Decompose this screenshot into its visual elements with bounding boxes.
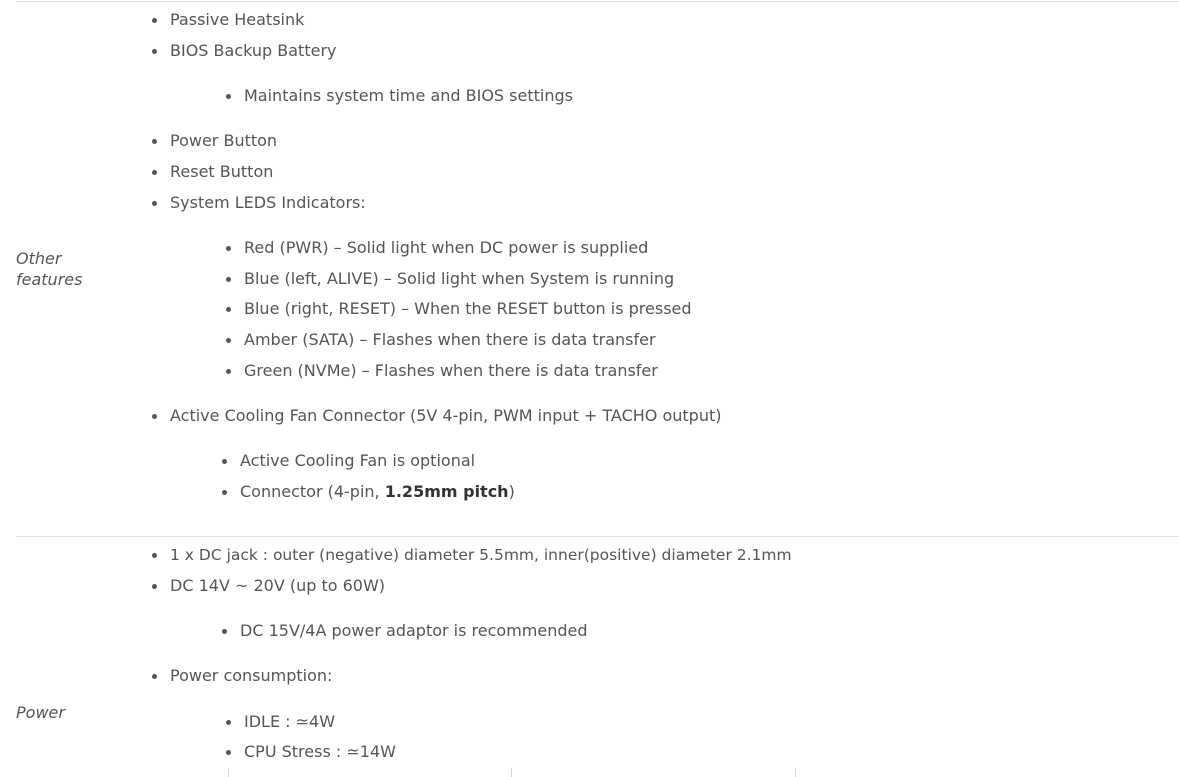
list-item: Red (PWR) – Solid light when DC power is supplied <box>244 238 649 257</box>
bullet <box>222 490 227 495</box>
row-label-power: Power <box>16 703 65 722</box>
bullet <box>226 246 231 251</box>
list-item: DC 14V ~ 20V (up to 60W) <box>170 576 386 595</box>
list-item: System LEDS Indicators: <box>170 193 366 212</box>
bullet <box>152 674 157 679</box>
list-item: Power consumption: <box>170 666 333 685</box>
list-item: Blue (right, RESET) – When the RESET button is pressed <box>244 299 692 318</box>
bullet <box>226 307 231 312</box>
list-item: Passive Heatsink <box>170 10 305 29</box>
bullet <box>222 459 227 464</box>
bullet <box>152 139 157 144</box>
table-column-divider <box>228 768 229 777</box>
bullet <box>226 750 231 755</box>
row-label-other-features <box>16 248 82 290</box>
list-item: Active Cooling Fan is optional <box>240 451 476 470</box>
connector-pitch: 1.25mm pitch <box>384 482 509 501</box>
list-item: IDLE : ≃4W <box>244 712 336 731</box>
list-item: Active Cooling Fan Connector (5V 4-pin, PWM input + TACHO output) <box>170 406 722 425</box>
bullet <box>152 201 157 206</box>
bullet <box>226 720 231 725</box>
row-label-line: Other <box>16 249 62 268</box>
connector-prefix: Connector (4-pin, <box>240 482 385 501</box>
table-column-divider <box>795 768 796 777</box>
list-item: BIOS Backup Battery <box>170 41 337 60</box>
row-divider <box>16 536 1179 537</box>
bullet <box>226 369 231 374</box>
list-item: Maintains system time and BIOS settings <box>244 86 573 105</box>
list-item: 1 x DC jack : outer (negative) diameter 5.5mm, inner(positive) diameter 2.1mm <box>170 546 792 564</box>
list-item: Green (NVMe) – Flashes when there is data transfer <box>244 361 658 380</box>
list-item-connector <box>240 481 515 503</box>
bullet <box>152 18 157 23</box>
list-item: Power Button <box>170 131 278 150</box>
connector-suffix: ) <box>508 482 515 501</box>
list-item: Blue (left, ALIVE) – Solid light when System is running <box>244 269 675 288</box>
bullet <box>226 94 231 99</box>
bullet <box>226 338 231 343</box>
bullet <box>226 277 231 282</box>
list-item: CPU Stress : ≃14W <box>244 742 396 761</box>
list-item: Reset Button <box>170 162 274 181</box>
row-label-line: features <box>16 270 83 289</box>
bullet <box>152 584 157 589</box>
bullet <box>152 414 157 419</box>
bullet <box>222 629 227 634</box>
table-column-divider <box>511 768 512 777</box>
list-item: Amber (SATA) – Flashes when there is data transfer <box>244 330 656 349</box>
bullet <box>152 49 157 54</box>
bullet <box>152 553 157 558</box>
list-item: DC 15V/4A power adaptor is recommended <box>240 621 588 640</box>
bullet <box>152 170 157 175</box>
top-divider <box>16 1 1179 2</box>
